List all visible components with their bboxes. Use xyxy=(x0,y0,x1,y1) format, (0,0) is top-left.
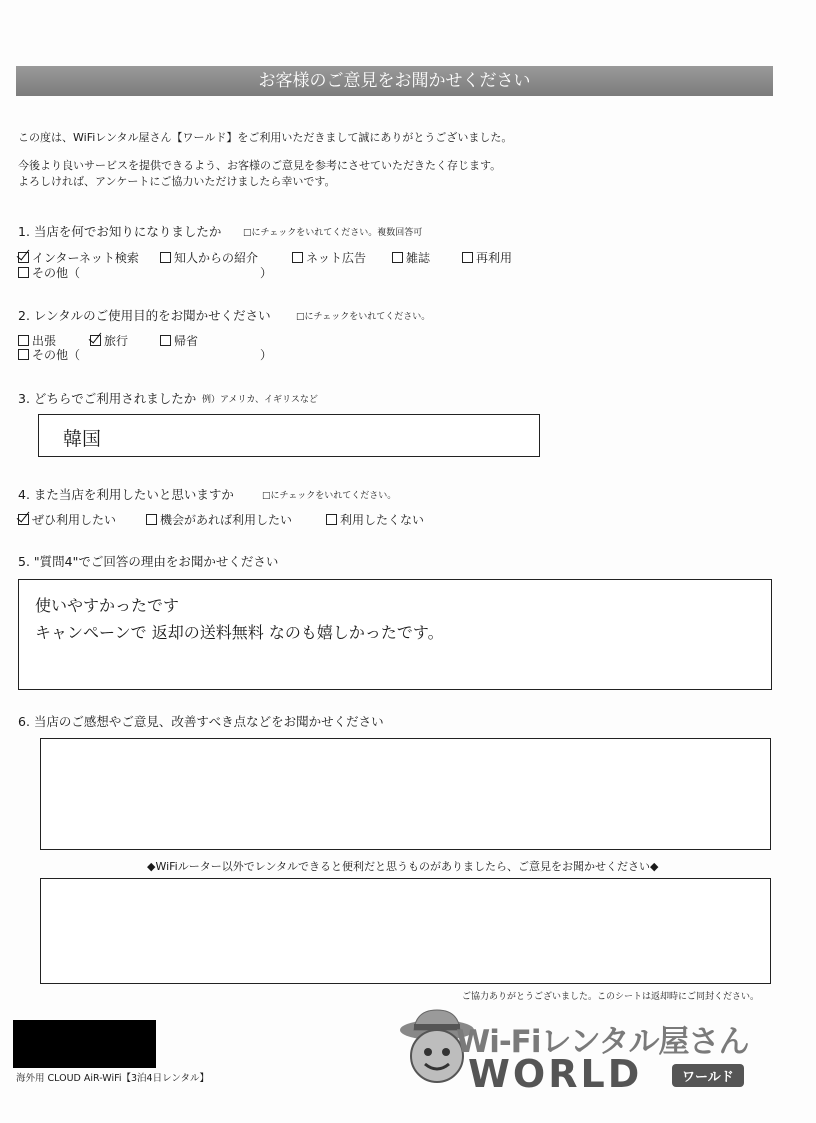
checkbox-checked-icon[interactable] xyxy=(18,252,29,263)
q5-answer-line-1: 使いやすかったです xyxy=(35,596,180,615)
question-2-title: 2. レンタルのご使用目的をお聞かせください xyxy=(18,308,271,323)
question-4-note: □にチェックをいれてください。 xyxy=(262,491,397,501)
option-label: 機会があれば利用したい xyxy=(160,513,293,527)
option-label: ネット広告 xyxy=(306,251,367,265)
option-label: その他（ xyxy=(32,348,81,362)
logo-line-2: WORLD xyxy=(468,1052,643,1096)
option-label: ぜひ利用したい xyxy=(32,513,117,527)
question-2-note: □にチェックをいれてください。 xyxy=(296,312,431,322)
product-name: 海外用 CLOUD AiR-WiFi【3泊4日レンタル】 xyxy=(16,1073,209,1084)
q1-option-referral[interactable] xyxy=(160,249,258,266)
checkbox-icon[interactable] xyxy=(392,252,403,263)
question-3-title: 3. どちらでご利用されましたか xyxy=(18,391,197,406)
q5-answer-line-2: キャンペーンで 返却の送料無料 なのも嬉しかったです。 xyxy=(35,623,444,642)
checkbox-icon[interactable] xyxy=(18,335,29,346)
option-label: 出張 xyxy=(32,334,57,348)
q1-option-magazine[interactable] xyxy=(392,249,430,266)
option-label: その他（ xyxy=(32,266,81,280)
q4-option-definitely[interactable] xyxy=(18,511,116,528)
q1-option-other[interactable] xyxy=(18,264,80,281)
question-4-title: 4. また当店を利用したいと思いますか xyxy=(18,487,234,502)
checkbox-checked-icon[interactable] xyxy=(18,514,29,525)
intro-line-1: この度は、WiFiレンタル屋さん【ワールド】をご利用いただきまして誠にありがとうございました。 xyxy=(18,131,513,144)
question-6-title: 6. 当店のご感想やご意見、改善すべき点などをお聞かせください xyxy=(18,714,384,729)
q2-option-other[interactable] xyxy=(18,346,80,363)
checkbox-checked-icon[interactable] xyxy=(90,335,101,346)
checkbox-icon[interactable] xyxy=(462,252,473,263)
checkbox-icon[interactable] xyxy=(160,335,171,346)
option-label: 再利用 xyxy=(476,251,513,265)
q7-answer-box[interactable] xyxy=(40,878,771,984)
intro-line-2: 今後より良いサービスを提供できるよう、お客様のご意見を参考にさせていただきたく存じます。 xyxy=(18,159,502,172)
checkbox-icon[interactable] xyxy=(146,514,157,525)
question-5-title: 5. "質問4"でご回答の理由をお聞かせください xyxy=(18,554,279,569)
option-label: 利用したくない xyxy=(340,513,425,527)
q2-other-close: ） xyxy=(260,348,273,362)
footer-thanks: ご協力ありがとうございました。このシートは返却時にご同封ください。 xyxy=(462,992,760,1002)
q3-answer-box[interactable] xyxy=(38,414,540,457)
q2-option-homecoming[interactable] xyxy=(160,332,198,349)
intro-line-3: よろしければ、アンケートにご協力いただけましたら幸いです。 xyxy=(18,175,336,188)
q2-option-travel[interactable] xyxy=(90,332,128,349)
checkbox-icon[interactable] xyxy=(160,252,171,263)
option-label: インターネット検索 xyxy=(32,251,139,265)
checkbox-icon[interactable] xyxy=(18,349,29,360)
checkbox-icon[interactable] xyxy=(326,514,337,525)
q1-other-close: ） xyxy=(260,266,273,280)
question-1-note: □にチェックをいれてください。複数回答可 xyxy=(243,228,423,238)
option-label: 知人からの紹介 xyxy=(174,251,259,265)
q1-option-net-ad[interactable] xyxy=(292,249,366,266)
q5-answer-box[interactable] xyxy=(18,579,772,690)
checkbox-icon[interactable] xyxy=(18,267,29,278)
logo-line-1: Wi-Fiレンタル屋さん xyxy=(456,1024,749,1060)
page-title: お客様のご意見をお聞かせください xyxy=(16,66,773,96)
q4-option-if-chance[interactable] xyxy=(146,511,292,528)
option-label: 旅行 xyxy=(104,334,129,348)
q4-option-no[interactable] xyxy=(326,511,424,528)
q1-option-reuse[interactable] xyxy=(462,249,512,266)
checkbox-icon[interactable] xyxy=(292,252,303,263)
option-label: 雑誌 xyxy=(406,251,431,265)
question-7-title: ◆WiFiルーター以外でレンタルできると便利だと思うものがありましたら、ご意見をお聞かせください◆ xyxy=(147,860,659,873)
redacted-block xyxy=(13,1020,156,1068)
q6-answer-box[interactable] xyxy=(40,738,771,850)
option-label: 帰省 xyxy=(174,334,199,348)
question-3-example: 例）アメリカ、イギリスなど xyxy=(202,395,318,405)
question-1-title: 1. 当店を何でお知りになりましたか xyxy=(18,224,222,239)
logo-badge: ワールド xyxy=(672,1064,744,1087)
q3-answer-text: 韓国 xyxy=(63,428,102,450)
